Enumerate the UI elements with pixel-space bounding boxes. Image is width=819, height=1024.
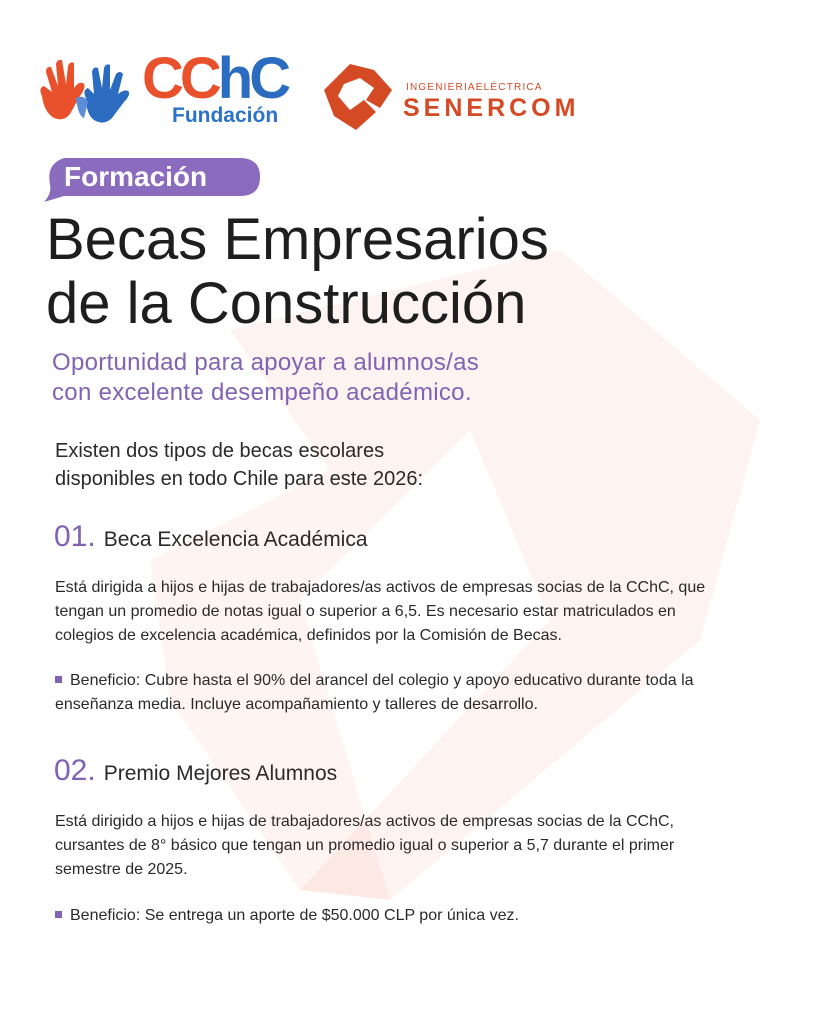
section-title: Beca Excelencia Académica (103, 528, 368, 551)
intro-line1: Existen dos tipos de becas escolares (55, 440, 385, 462)
page-title-line2: de la Construcción (46, 271, 527, 336)
intro-line2: disponibles en todo Chile para este 2026: (55, 468, 424, 490)
section-title: Premio Mejores Alumnos (103, 762, 338, 785)
page-subtitle (52, 348, 612, 408)
ingenieria-electrica-label: INGENIERIAELÉCTRICA (406, 82, 543, 93)
page-title-line1: Becas Empresarios (46, 207, 549, 272)
subtitle-line1: Oportunidad para apoyar a alumnos/as (52, 349, 480, 376)
benefit-line (55, 904, 775, 928)
cchc-letters-blue: hC (217, 46, 288, 111)
benefit-text: Beneficio: Cubre hasta el 90% del arancel del colegio y apoyo educativo durante toda la (70, 672, 694, 689)
section-benefit (55, 669, 775, 717)
benefit-text: Beneficio: Se entrega un aporte de $50.000 CLP por única vez. (70, 907, 519, 924)
subtitle-line2: con excelente desempeño académico. (52, 379, 472, 406)
fundacion-label: Fundación (172, 104, 279, 127)
senercom-wordmark: SENERCOM (403, 94, 580, 122)
intro-text (55, 437, 575, 493)
section-description (55, 576, 775, 648)
section-heading-beca-excelencia (54, 520, 368, 554)
section-description (55, 810, 775, 882)
section-number: 01. (54, 520, 96, 553)
page-title (46, 208, 786, 336)
section-benefit (55, 904, 775, 928)
section-heading-premio-mejores (54, 754, 337, 788)
section-number: 02. (54, 754, 96, 787)
category-badge (40, 156, 262, 202)
description-line: semestre de 2025. (55, 861, 188, 878)
badge-label: Formación (64, 161, 208, 192)
description-line: cursantes de 8° básico que tengan un promedio igual o superior a 5,7 durante el primer (55, 837, 675, 854)
description-line: colegios de excelencia académica, definidos por la Comisión de Becas. (55, 627, 562, 644)
benefit-line (55, 669, 775, 693)
senercom-logo-icon (320, 60, 396, 134)
bullet-square-icon (55, 676, 62, 683)
description-line: tengan un promedio de notas igual o superior a 6,5. Es necesario estar matriculados en (55, 603, 676, 620)
hands-logo-icon (36, 58, 132, 128)
benefit-line: enseñanza media. Incluye acompañamiento y talleres de desarrollo. (55, 696, 538, 713)
bullet-square-icon (55, 911, 62, 918)
cchc-logo-wordmark (142, 46, 288, 111)
description-line: Está dirigido a hijos e hijas de trabajadores/as activos de empresas socias de la CChC, (55, 813, 674, 830)
cchc-letters-orange: CC (142, 46, 218, 111)
description-line: Está dirigida a hijos e hijas de trabajadores/as activos de empresas socias de la CChC, que (55, 579, 706, 596)
